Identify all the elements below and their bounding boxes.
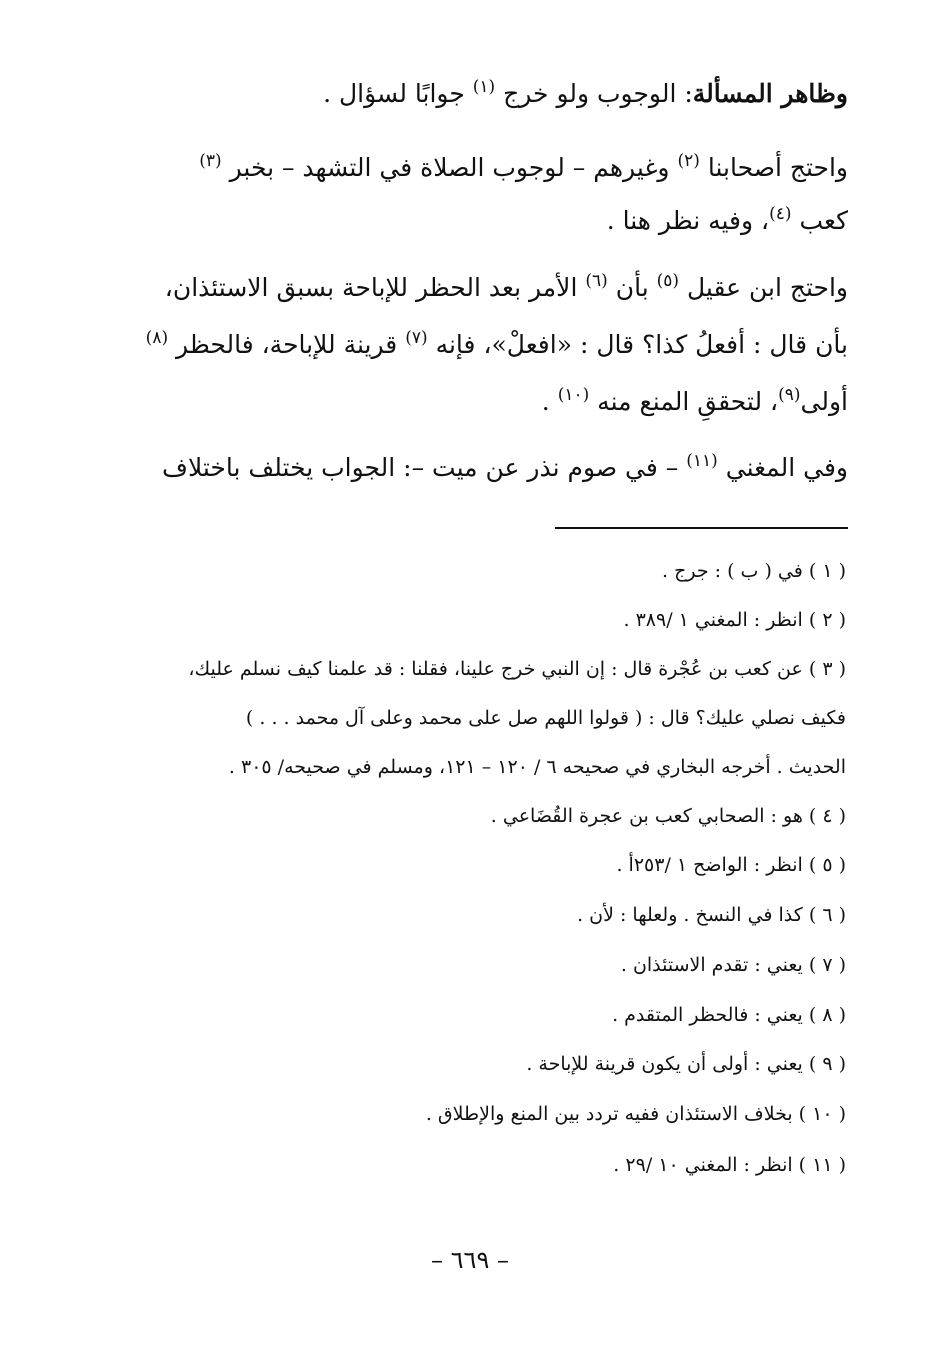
footnote-ref-10[interactable]: (١٠) xyxy=(557,385,590,405)
text-segment: كعب xyxy=(791,206,848,235)
text-segment: أولى xyxy=(800,387,848,416)
footnote-9: ( ٩ ) يعني : أولى أن يكون قرينة للإباحة . xyxy=(526,1053,846,1075)
footnote-separator xyxy=(555,527,848,529)
paragraph-2-line-1 xyxy=(128,150,848,189)
text-segment: جوابًا لسؤال . xyxy=(323,79,473,108)
page-number: – ٦٦٩ – xyxy=(431,1246,509,1274)
text-segment: وغيرهم – لوجوب الصلاة في التشهد – بخبر xyxy=(221,153,678,182)
text-segment: – في صوم نذر عن ميت –: الجواب يختلف باختلاف xyxy=(162,453,687,482)
footnote-10: ( ١٠ ) بخلاف الاستئذان ففيه تردد بين المنع والإطلاق . xyxy=(425,1103,846,1125)
text-segment: ، لتحققِ المنع منه xyxy=(589,387,779,416)
paragraph-3-line-1 xyxy=(128,270,848,309)
text-segment: بأن xyxy=(607,273,657,302)
footnote-ref-3[interactable]: (٣) xyxy=(199,151,222,171)
footnote-ref-11[interactable]: (١١) xyxy=(686,451,718,471)
footnote-ref-1[interactable]: (١) xyxy=(472,77,496,97)
paragraph-2-line-2 xyxy=(128,203,848,242)
paragraph-3-line-3 xyxy=(128,384,848,423)
text-segment: الأمر بعد الحظر للإباحة بسبق الاستئذان، xyxy=(164,273,586,302)
bold-lead-phrase: وظاهر المسألة xyxy=(692,79,848,108)
text-segment: وفي المغني xyxy=(717,453,848,482)
footnote-11: ( ١١ ) انظر : المغني ١٠ /٢٩ . xyxy=(613,1154,846,1176)
footnote-1: ( ١ ) في ( ب ) : جرج . xyxy=(662,560,846,582)
footnote-3-line-1: ( ٣ ) عن كعب بن عُجْرة قال : إن النبي خرج علينا، فقلنا : قد علمنا كيف نسلم عليك، xyxy=(188,658,846,680)
text-segment: ، وفيه نظر هنا . xyxy=(606,206,770,235)
footnote-7: ( ٧ ) يعني : تقدم الاستئذان . xyxy=(620,954,846,976)
footnote-4: ( ٤ ) هو : الصحابي كعب بن عجرة القُضَاعي . xyxy=(490,805,846,827)
paragraph-3-line-2 xyxy=(128,327,848,366)
text-segment: بأن قال : أفعلُ كذا؟ قال : «افعلْ»، فإنه xyxy=(427,330,848,359)
footnote-6: ( ٦ ) كذا في النسخ . ولعلها : لأن . xyxy=(577,904,846,926)
text-segment: واحتج أصحابنا xyxy=(699,153,848,182)
text-segment: : الوجوب ولو خرج xyxy=(495,79,693,108)
footnote-ref-5[interactable]: (٥) xyxy=(656,271,680,291)
paragraph-1-line-1 xyxy=(128,76,848,115)
footnote-ref-2[interactable]: (٢) xyxy=(677,151,700,171)
footnote-ref-7[interactable]: (٧) xyxy=(405,328,428,348)
text-segment: . xyxy=(541,387,558,416)
footnote-3-line-3: الحديث . أخرجه البخاري في صحيحه ٦ / ١٢٠ – ١٢١، ومسلم في صحيحه/ ٣٠٥ . xyxy=(228,756,846,778)
footnote-5: ( ٥ ) انظر : الواضح ١ /٢٥٣أ . xyxy=(616,854,846,876)
footnote-ref-8[interactable]: (٨) xyxy=(145,328,169,348)
text-segment: واحتج ابن عقيل xyxy=(679,273,848,302)
footnote-ref-6[interactable]: (٦) xyxy=(585,271,608,291)
text-segment: قرينة للإباحة، فالحظر xyxy=(168,330,406,359)
footnote-8: ( ٨ ) يعني : فالحظر المتقدم . xyxy=(612,1004,846,1026)
footnote-ref-9[interactable]: (٩) xyxy=(778,385,801,405)
footnote-2: ( ٢ ) انظر : المغني ١ /٣٨٩ . xyxy=(623,609,846,631)
paragraph-4-line-1 xyxy=(128,450,848,489)
footnote-ref-4[interactable]: (٤) xyxy=(769,204,792,224)
footnote-3-line-2: فكيف نصلي عليك؟ قال : ( قولوا اللهم صل على محمد وعلى آل محمد . . . ) xyxy=(245,707,846,729)
